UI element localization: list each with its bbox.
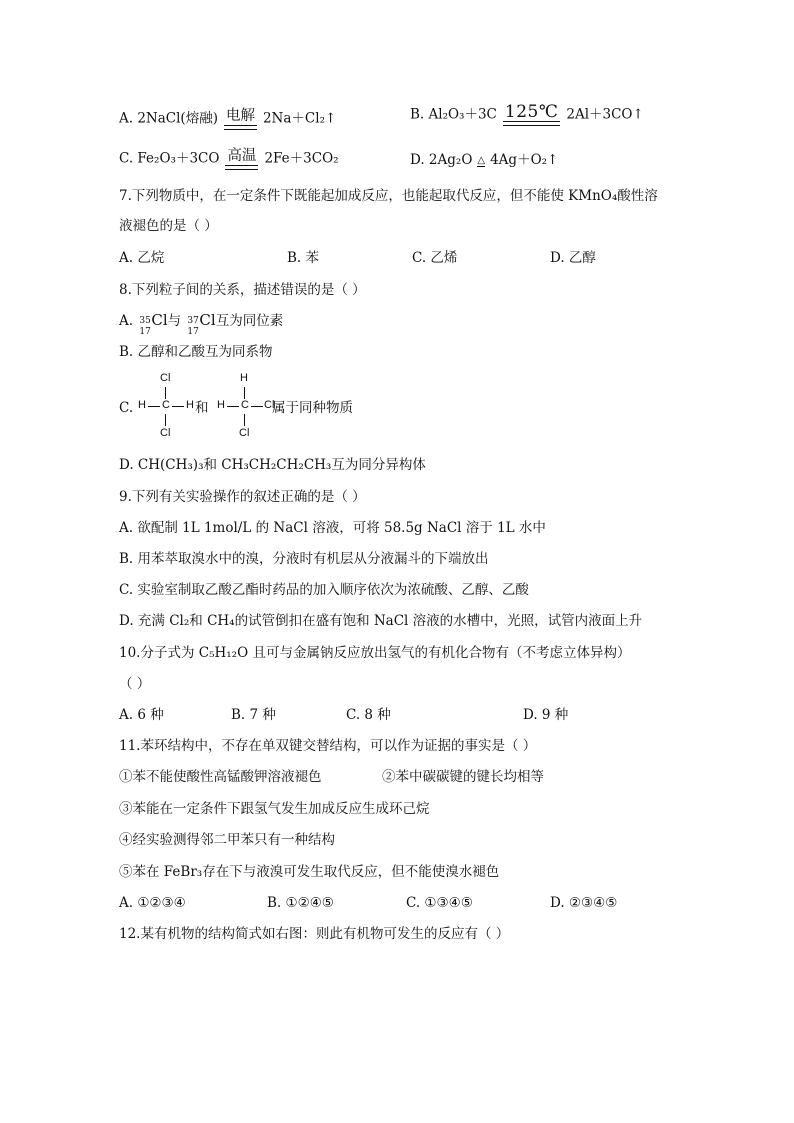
q6-option-a bbox=[119, 108, 336, 130]
q12-stem: 12.某有机物的结构简式如右图：则此有机物可发生的反应有（ ） bbox=[119, 926, 510, 942]
q11-option-d: D. ②③④⑤ bbox=[550, 895, 618, 911]
q6-option-d-products: 4Ag＋O₂↑ bbox=[490, 152, 559, 168]
q8-option-a-label: A. bbox=[119, 313, 134, 329]
q8-option-c-text: 属于同种物质 bbox=[272, 400, 353, 416]
q7-option-b: B. 苯 bbox=[287, 250, 320, 266]
q6-option-b-products: 2Al＋3CO↑ bbox=[566, 106, 644, 123]
q7-option-a: A. 乙烷 bbox=[119, 250, 165, 266]
q10-stem-line2: （ ） bbox=[119, 676, 151, 692]
dichloromethane-structure-2: H H C Cl Cl bbox=[217, 372, 275, 439]
q6-option-c-reactants: C. Fe₂O₃＋3CO bbox=[119, 150, 220, 167]
isotope-cl35-notation: 35 17 bbox=[139, 315, 151, 337]
q8-option-b: B. 乙醇和乙酸互为同系物 bbox=[119, 344, 273, 360]
q6-option-c-condition: 高温 bbox=[225, 148, 258, 170]
q6-option-b-reactants: B. Al₂O₃＋3C bbox=[410, 106, 497, 123]
q6-option-a-reactants: A. 2NaCl(熔融) bbox=[119, 110, 218, 127]
isotope-cl35-symbol: Cl bbox=[151, 311, 168, 329]
q6-option-b-condition: 125℃ bbox=[503, 104, 560, 126]
q8-option-a-text: 互为同位素 bbox=[215, 313, 284, 329]
q8-option-c-connector: 和 bbox=[195, 400, 209, 416]
q9-option-d: D. 充满 Cl₂和 CH₄的试管倒扣在盛有饱和 NaCl 溶液的水槽中，光照，试管内液面上升 bbox=[119, 613, 643, 629]
q7-stem-line1: 7.下列物质中，在一定条件下既能起加成反应，也能起取代反应，但不能使 KMnO₄酸性溶 bbox=[119, 188, 658, 204]
q6-option-b bbox=[410, 104, 644, 126]
q11-fact-2: ②苯中碳碳键的键长均相等 bbox=[382, 769, 544, 785]
q10-option-b: B. 7 种 bbox=[231, 707, 276, 723]
q11-fact-3: ③苯能在一定条件下跟氢气发生加成反应生成环己烷 bbox=[119, 801, 430, 817]
q6-option-a-products: 2Na＋Cl₂↑ bbox=[262, 110, 337, 127]
dichloromethane-structure-1: Cl H C H Cl bbox=[138, 372, 194, 439]
q8-option-a bbox=[119, 310, 284, 337]
isotope-cl37-notation: 37 17 bbox=[187, 315, 199, 337]
q9-stem: 9.下列有关实验操作的叙述正确的是（ ） bbox=[119, 489, 366, 505]
q9-option-b: B. 用苯萃取溴水中的溴，分液时有机层从分液漏斗的下端放出 bbox=[119, 551, 489, 567]
q9-option-c: C. 实验室制取乙酸乙酯时药品的加入顺序依次为浓硫酸、乙醇、乙酸 bbox=[119, 582, 529, 598]
q7-stem-line2: 液褪色的是（ ） bbox=[119, 218, 218, 234]
q6-option-a-condition: 电解 bbox=[224, 108, 257, 130]
q10-option-c: C. 8 种 bbox=[346, 707, 391, 723]
q6-option-d bbox=[410, 150, 558, 170]
q11-fact-1: ①苯不能使酸性高锰酸钾溶液褪色 bbox=[119, 769, 322, 785]
heat-triangle-icon: △ bbox=[477, 155, 486, 166]
q8-option-d: D. CH(CH₃)₃和 CH₃CH₂CH₂CH₃互为同分异构体 bbox=[119, 457, 426, 473]
q8-option-a-connector: 与 bbox=[167, 313, 182, 329]
q8-option-c-label: C. bbox=[119, 400, 134, 416]
q10-option-d: D. 9 种 bbox=[523, 707, 569, 723]
q11-option-b: B. ①②④⑤ bbox=[267, 895, 334, 911]
q6-option-c-products: 2Fe＋3CO₂ bbox=[264, 150, 339, 167]
q11-stem: 11.苯环结构中，不存在单双键交替结构，可以作为证据的事实是（ ） bbox=[119, 738, 537, 754]
q10-stem-line1: 10.分子式为 C₅H₁₂O 且可与金属钠反应放出氢气的有机化合物有（不考虑立体异构） bbox=[119, 645, 631, 661]
q11-option-c: C. ①③④⑤ bbox=[406, 895, 473, 911]
q6-option-c bbox=[119, 148, 339, 170]
q11-fact-4: ④经实验测得邻二甲苯只有一种结构 bbox=[119, 832, 335, 848]
q7-option-d: D. 乙醇 bbox=[550, 250, 596, 266]
isotope-cl37-symbol: Cl bbox=[199, 311, 216, 329]
q7-option-c: C. 乙烯 bbox=[412, 250, 458, 266]
q8-stem: 8.下列粒子间的关系，描述错误的是（ ） bbox=[119, 282, 366, 298]
q10-option-a: A. 6 种 bbox=[119, 707, 164, 723]
q11-fact-5: ⑤苯在 FeBr₃存在下与液溴可发生取代反应，但不能使溴水褪色 bbox=[119, 864, 500, 880]
q9-option-a: A. 欲配制 1L 1mol/L 的 NaCl 溶液，可将 58.5g NaCl 溶于 1L 水中 bbox=[119, 520, 546, 536]
q11-option-a: A. ①②③④ bbox=[119, 895, 186, 911]
q6-option-d-reactants: D. 2Ag₂O bbox=[410, 152, 473, 168]
